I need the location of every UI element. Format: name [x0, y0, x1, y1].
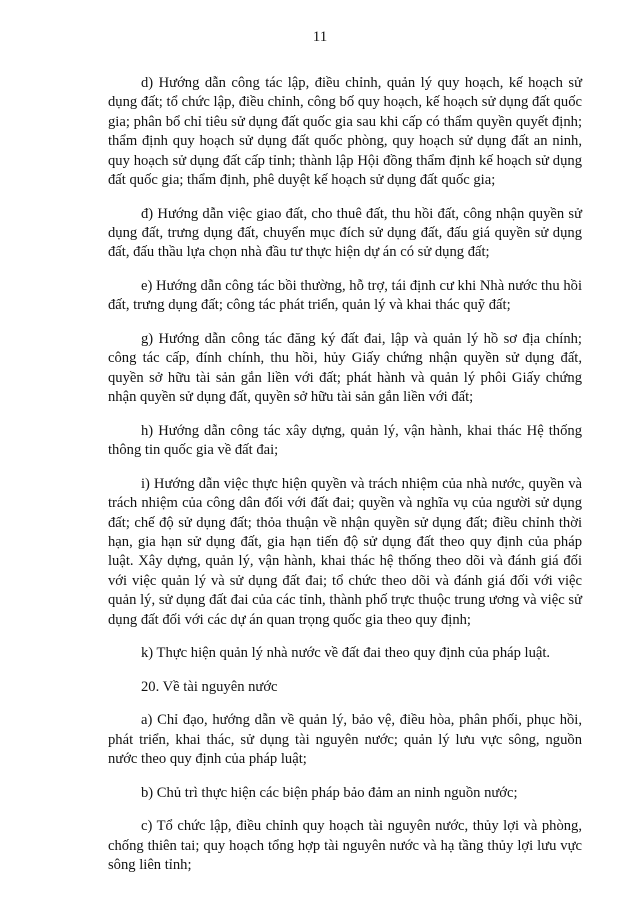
- document-body: [108, 74, 582, 876]
- paragraph-20a: a) Chỉ đạo, hướng dẫn về quản lý, bảo vệ, điều hòa, phân phối, phục hồi, phát triển, khai thác, sử dụng tài nguyên nước; quản lý lưu vực sông, nguồn nước theo quy định của pháp luật;: [108, 712, 582, 768]
- section-heading-20: 20. Về tài nguyên nước: [141, 678, 278, 695]
- page-number: 11: [312, 29, 328, 45]
- paragraph-g: g) Hướng dẫn công tác đăng ký đất đai, lập và quản lý hồ sơ địa chính; công tác cấp, đính chính, thu hồi, hủy Giấy chứng nhận quyền sử dụng đất, quyền sở hữu tài sản gắn liền với đất; phát hành và quản lý phôi Giấy chứng nhận quyền sử dụng đất, quyền sở hữu tài sản gắn liền với đất;: [108, 331, 582, 406]
- paragraph-e: e) Hướng dẫn công tác bồi thường, hỗ trợ, tái định cư khi Nhà nước thu hồi đất, trưng dụng đất; công tác phát triển, quản lý và khai thác quỹ đất;: [108, 278, 582, 314]
- paragraph-k: k) Thực hiện quản lý nhà nước về đất đai theo quy định của pháp luật.: [141, 645, 551, 662]
- paragraph-20b: b) Chủ trì thực hiện các biện pháp bảo đảm an ninh nguồn nước;: [141, 784, 518, 801]
- paragraph-h: h) Hướng dẫn công tác xây dựng, quản lý, vận hành, khai thác Hệ thống thông tin quốc gia về đất đai;: [108, 422, 582, 459]
- paragraph-d: d) Hướng dẫn công tác lập, điều chỉnh, quản lý quy hoạch, kế hoạch sử dụng đất; tổ chức lập, điều chỉnh, công bố quy hoạch, kế hoạch sử dụng đất quốc gia; phân bổ chỉ tiêu sử dụng đất quốc gia sau khi cấp có thẩm quyền quyết định; thẩm định quy hoạch sử dụng đất quốc phòng, quy hoạch sử dụng đất an ninh, quy hoạch sử dụng đất cấp tỉnh; thành lập Hội đồng thẩm định kế hoạch sử dụng đất quốc gia; thẩm định, phê duyệt kế hoạch sử dụng đất quốc gia;: [108, 75, 582, 189]
- paragraph-i: i) Hướng dẫn việc thực hiện quyền và trách nhiệm của nhà nước, quyền và trách nhiệm của công dân đối với đất đai; quyền và nghĩa vụ của người sử dụng đất; chế độ sử dụng đất; thỏa thuận về nhận quyền sử dụng đất; điều chỉnh thời hạn, gia hạn sử dụng đất, gia hạn tiến độ sử dụng đất theo quy định của pháp luật. Xây dựng, quản lý, vận hành, khai thác hệ thống theo dõi và đánh giá đối với việc quản lý và sử dụng đất đai; tổ chức theo dõi và đánh giá đối với việc quản lý, sử dụng đất đai của các tỉnh, thành phố trực thuộc trung ương và việc sử dụng đất đối với các dự án quan trọng quốc gia theo quy định;: [108, 475, 582, 628]
- paragraph-dd: đ) Hướng dẫn việc giao đất, cho thuê đất, thu hồi đất, công nhận quyền sử dụng đất, trưng dụng đất, chuyển mục đích sử dụng đất, đấu giá quyền sử dụng đất, đấu thầu lựa chọn nhà đầu tư thực hiện dự án có sử dụng đất;: [108, 205, 582, 261]
- paragraph-20c: c) Tổ chức lập, điều chỉnh quy hoạch tài nguyên nước, thủy lợi và phòng, chống thiên tai; quy hoạch tổng hợp tài nguyên nước và hạ tầng thủy lợi lưu vực sông liên tỉnh;: [108, 818, 582, 874]
